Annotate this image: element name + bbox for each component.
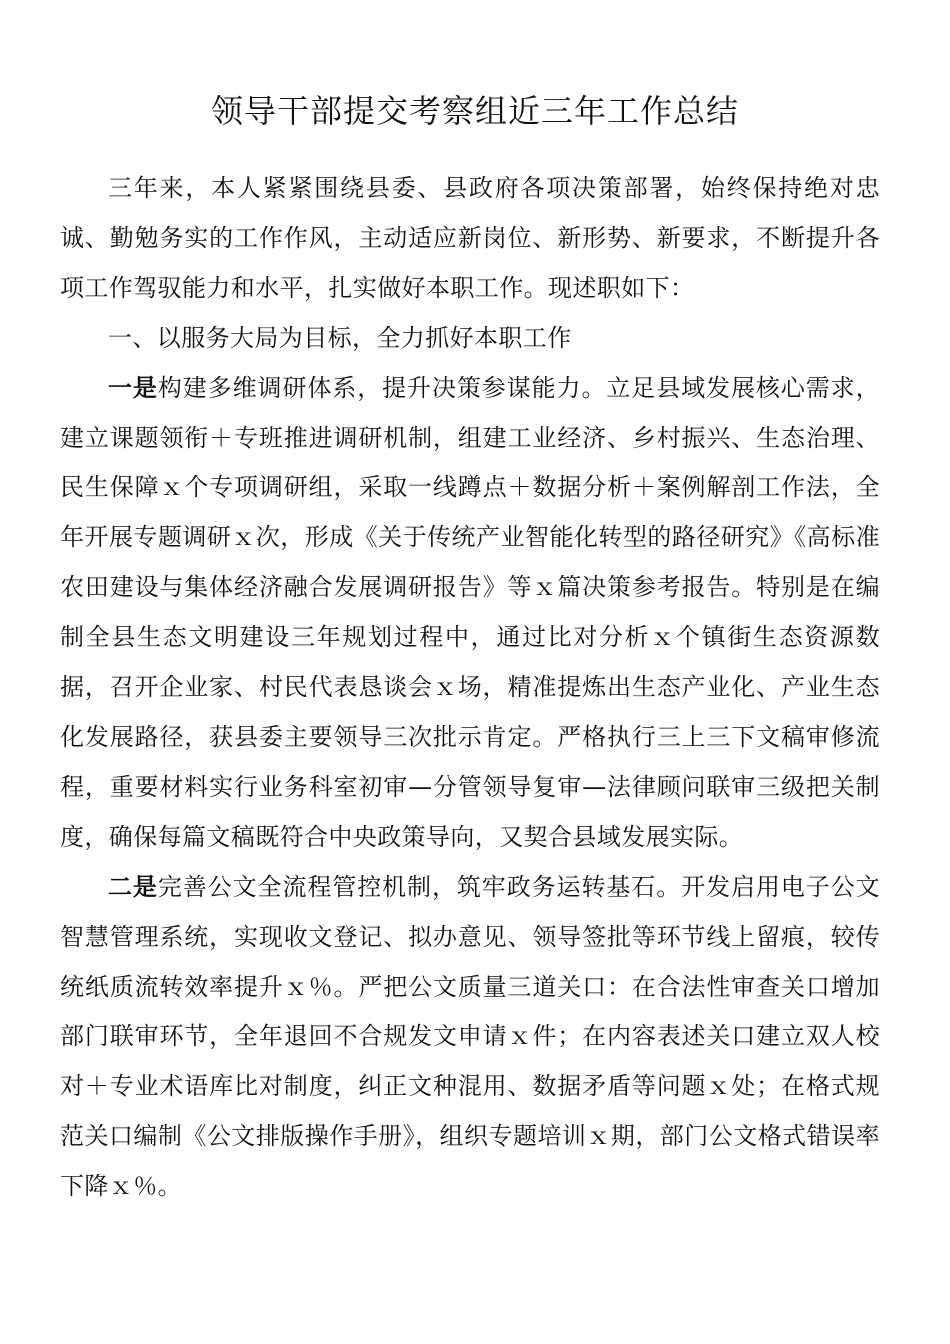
item-text-1: 构建多维调研体系，提升决策参谋能力。立足县域发展核心需求，建立课题领衔＋专班推进调研机制，组建工业经济、乡村振兴、生态治理、民生保障ｘ个专项调研组，采取一线蹲点＋数据分析＋案例解剖工作法，全年开展专题调研ｘ次，形成《关于传统产业智能化转型的路径研究》《高标准农田建设与集体经济融合发展调研报告》等ｘ篇决策参考报告。特别是在编制全县生态文明建设三年规划过程中，通过比对分析ｘ个镇街生态资源数据，召开企业家、村民代表恳谈会ｘ场，精准提炼出生态产业化、产业生态化发展路径，获县委主要领导三次批示肯定。严格执行三上三下文稿审修流程，重要材料实行业务科室初审—分管领导复审—法律顾问联审三级把关制度，确保每篇文稿既符合中央政策导向，又契合县域发展实际。 (60, 373, 880, 851)
document-body (60, 164, 880, 1212)
intro-paragraph: 三年来，本人紧紧围绕县委、县政府各项决策部署，始终保持绝对忠诚、勤勉务实的工作作风，主动适应新岗位、新形势、新要求，不断提升各项工作驾驭能力和水平，扎实做好本职工作。现述职如下： (60, 174, 880, 302)
item-lead-2: 二是 (108, 872, 158, 901)
section-heading-1: 一、以服务大局为目标，全力抓好本职工作 (108, 323, 572, 352)
item-paragraph-2 (60, 863, 880, 1212)
item-text-2: 完善公文全流程管控机制，筑牢政务运转基石。开发启用电子公文智慧管理系统，实现收文登记、拟办意见、领导签批等环节线上留痕，较传统纸质流转效率提升ｘ％。严把公文质量三道关口：在合法性审查关口增加部门联审环节，全年退回不合规发文申请ｘ件；在内容表述关口建立双人校对＋专业术语库比对制度，纠正文种混用、数据矛盾等问题ｘ处；在格式规范关口编制《公文排版操作手册》，组织专题培训ｘ期，部门公文格式错误率下降ｘ％。 (60, 872, 880, 1201)
document-title: 领导干部提交考察组近三年工作总结 (210, 92, 739, 131)
item-paragraph-1 (60, 364, 880, 863)
item-lead-1: 一是 (108, 373, 158, 402)
